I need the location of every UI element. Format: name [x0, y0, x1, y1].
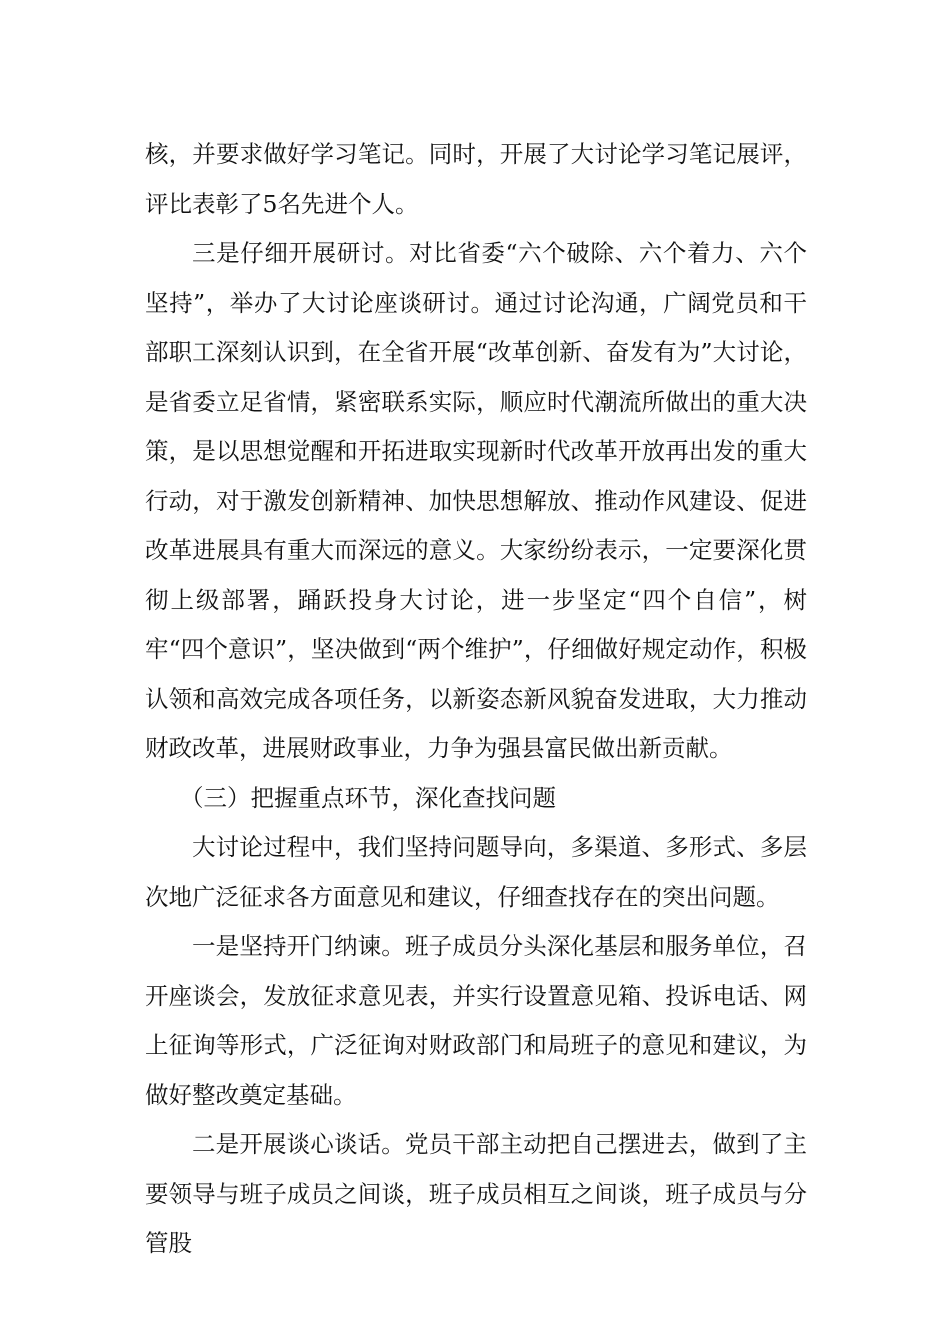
paragraph-discussion-seminar: 三是仔细开展研讨。对比省委“六个破除、六个着力、六个坚持”，举办了大讨论座谈研讨。通过讨论沟通，广阔党员和干部职工深刻认识到，在全省开展“改革创新、奋发有为”大讨论，是省委立足省情，紧密联系实际，顺应时代潮流所做出的重大决策，是以思想觉醒和开拓进取实现新时代改革开放再出发的重大行动，对于激发创新精神、加快思想解放、推动作风建设、促进改革进展具有重大而深远的意义。大家纷纷表示，一定要深化贯彻上级部署，踊跃投身大讨论，进一步坚定“四个自信”，树牢“四个意识”，坚决做到“两个维护”，仔细做好规定动作，积极认领和高效完成各项任务，以新姿态新风貌奋发进取，大力推动财政改革，进展财政事业，力争为强县富民做出新贡献。 [145, 239, 807, 762]
section-heading: （三）把握重点环节，深化查找问题 [180, 783, 556, 812]
document-body [145, 130, 807, 1269]
paragraph-open-door: 一是坚持开门纳谏。班子成员分头深化基层和服务单位，召开座谈会，发放征求意见表，并实行设置意见箱、投诉电话、网上征询等形式，广泛征询对财政部门和局班子的意见和建议，为做好整改奠定基础。 [145, 932, 807, 1109]
paragraph-problem-oriented: 大讨论过程中，我们坚持问题导向，多渠道、多形式、多层次地广泛征求各方面意见和建议，仔细查找存在的突出问题。 [145, 833, 807, 911]
paragraph-heart-to-heart: 二是开展谈心谈话。党员干部主动把自己摆进去，做到了主要领导与班子成员之间谈，班子成员相互之间谈，班子成员与分管股 [145, 1130, 807, 1257]
paragraph-continuation: 核，并要求做好学习笔记。同时，开展了大讨论学习笔记展评，评比表彰了5名先进个人。 [145, 140, 807, 218]
